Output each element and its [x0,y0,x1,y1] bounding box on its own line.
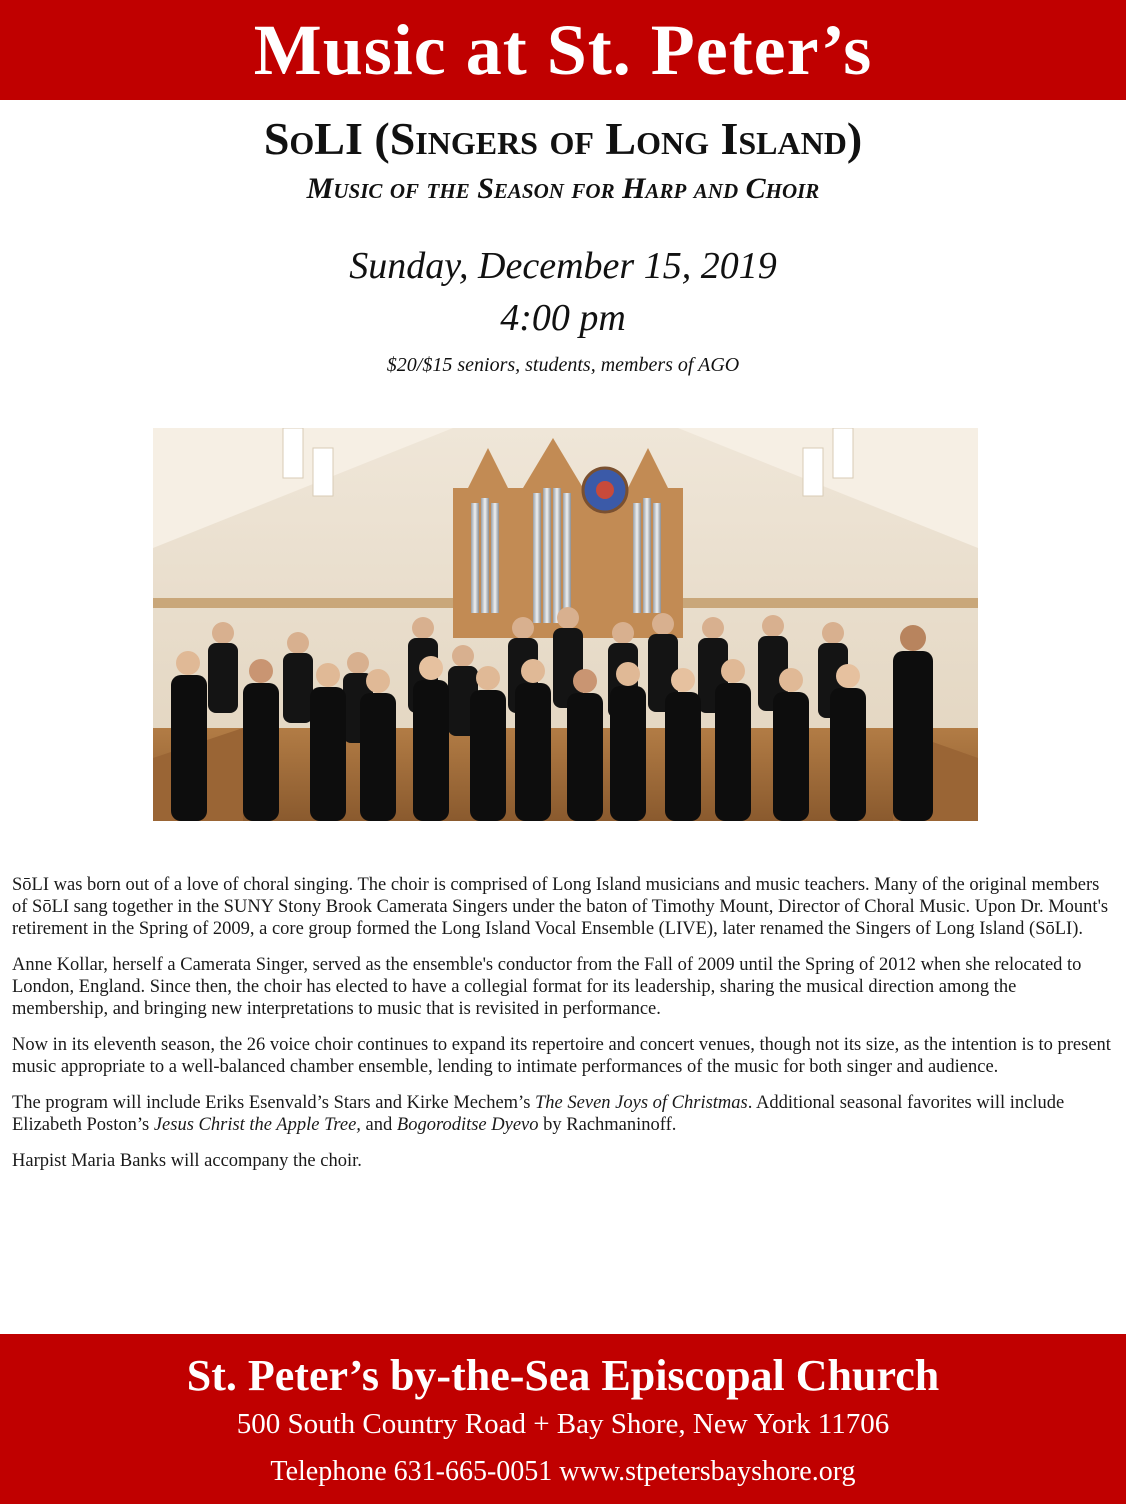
paragraph-harpist: Harpist Maria Banks will accompany the choir. [12,1151,362,1171]
church-name: St. Peter’s by-the-Sea Episcopal Church [186,1351,940,1400]
event-time: 4:00 pm [500,297,626,339]
event-date: Sunday, December 15, 2019 [349,245,777,287]
paragraph-program: The program will include Eriks Esenvald’s Stars and Kirke Mechem’s The Seven Joys of Christmas. Additional seasonal favorites will include Elizabeth Poston’s Jesus Christ the Apple Tree, and Bogoroditse Dyevo by Rachmaninoff. [12,1093,1065,1135]
church-address: 500 South Country Road + Bay Shore, New York 11706 [236,1408,890,1440]
paragraph-season: Now in its eleventh season, the 26 voice choir continues to expand its repertoire and concert venues, though not its size, as the intention is to present music appropriate to a well-balanced chamber ensemble, lending to intimate performances of the music for both singer and audience. [12,1035,1111,1077]
description [12,874,1116,1186]
title-bogoroditse: Bogoroditse Dyevo [396,1115,539,1135]
ticket-price: $20/$15 seniors, students, members of AGO [386,354,740,376]
event-subtitle: Music of the Season for Harp and Choir [306,172,820,205]
footer-banner [0,1334,1126,1504]
title-seven-joys: The Seven Joys of Christmas [535,1093,748,1113]
paragraph-history: SōLI was born out of a love of choral singing. The choir is comprised of Long Island musicians and music teachers. Many of the original members of SōLI sang together in the SUNY Stony Brook Camerata Singers under the baton of Timothy Mount, Director of Choral Music. Upon Dr. Mount's retirement in the Spring of 2009, a core group formed the Long Island Vocal Ensemble (LIVE), later renamed the Singers of Long Island (SōLI). [12,875,1109,939]
top-banner [0,0,1126,100]
choir-photo [153,428,978,821]
paragraph-leadership: Anne Kollar, herself a Camerata Singer, served as the ensemble's conductor from the Fall of 2009 until the Spring of 2012 when she relocated to London, England. Since then, the choir has elected to have a collegial format for its leadership, sharing the musical direction among the membership, and bringing new interpretations to music that is revisited in performance. [12,955,1082,1019]
page-title: Music at St. Peter’s [253,9,873,90]
church-contact[interactable]: Telephone 631-665-0051 www.stpetersbayshore.org [270,1456,856,1487]
event-headline: SoLI (Singers of Long Island) [263,113,863,164]
title-apple-tree: Jesus Christ the Apple Tree, [153,1115,361,1135]
